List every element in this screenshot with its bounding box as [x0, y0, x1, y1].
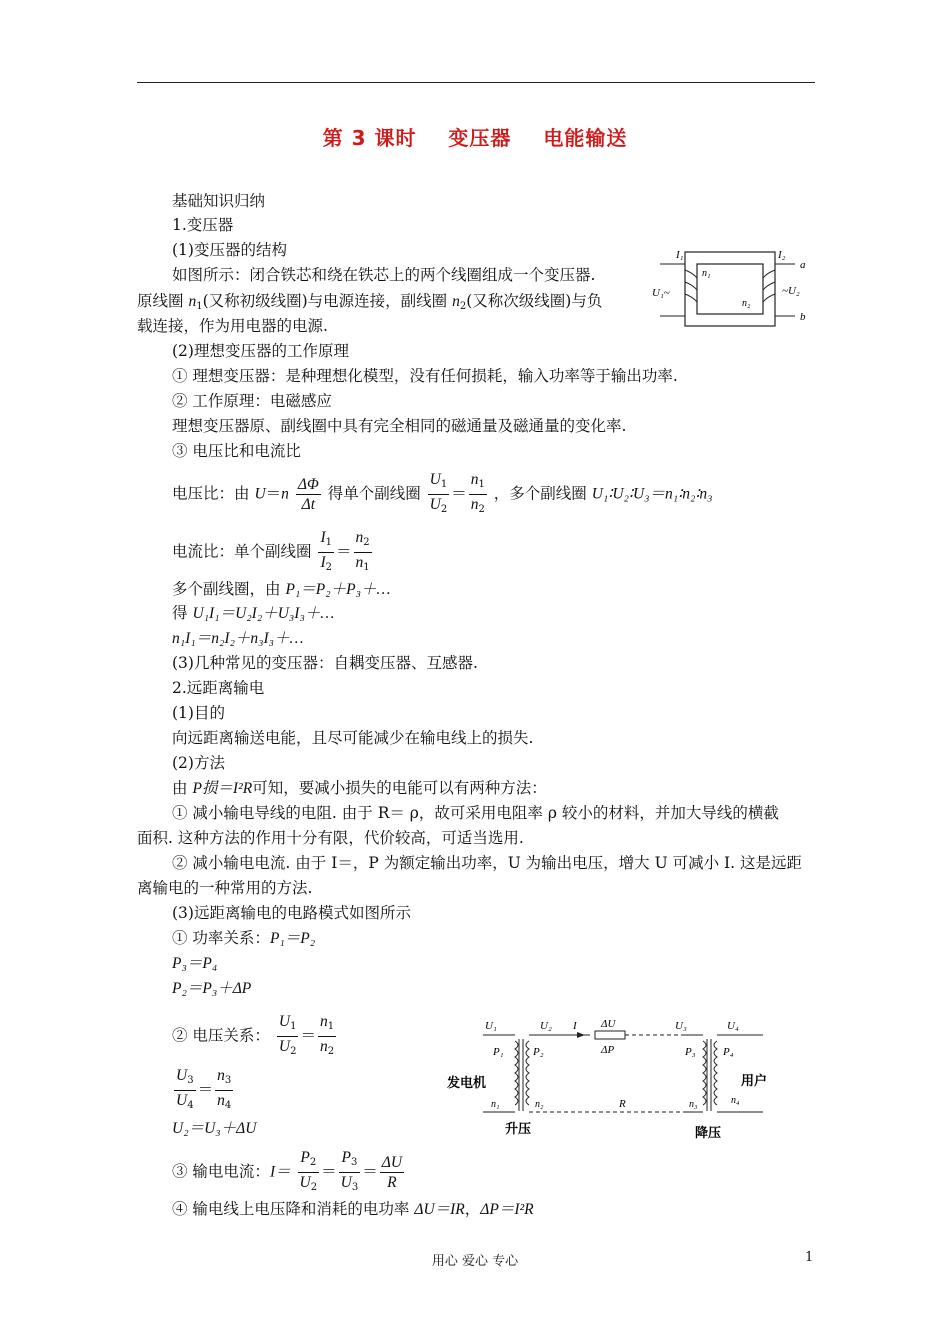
page-title	[0, 122, 950, 151]
text-line: 向远距离输送电能，且尽可能减少在输电线上的损失.	[172, 729, 534, 747]
subheading-circuit: (3)远距离输电的电路模式如图所示	[172, 904, 411, 922]
title-transmission: 电能输送	[543, 126, 628, 150]
text-line: U₂＝U₃＋ΔU	[172, 1120, 257, 1137]
title-transformer: 变压器	[448, 126, 512, 150]
section-heading: 基础知识归纳	[172, 192, 266, 210]
transmission-diagram	[445, 1015, 785, 1145]
page-number: 1	[805, 1250, 814, 1265]
text-line: 如图所示：闭合铁芯和绕在铁芯上的两个线圈组成一个变压器.	[172, 266, 596, 284]
fig2-label: ΔU	[601, 1018, 616, 1030]
fig2-label: U₂	[540, 1020, 552, 1032]
transformer-diagram	[650, 244, 820, 334]
fig2-label: n₄	[731, 1095, 740, 1106]
subheading-transmission: 2.远距离输电	[172, 679, 265, 697]
text-line: ① 功率关系：P₁＝P₂	[172, 929, 316, 947]
current-line: ③ 输电电流：I＝ $\frac{P2}{U2}$ ＝ $\frac{P3}{U3}$ ＝ $\frac{\Delta U}{R}$	[172, 1149, 403, 1193]
text-line: P₂＝P₃＋ΔP	[172, 980, 252, 997]
fig2-label: 发电机	[447, 1075, 487, 1090]
page-footer: 用心 爱心 专心	[431, 1254, 519, 1269]
fig2-label: n₁	[491, 1099, 500, 1110]
voltage-ratio-line: 电压比：由 U＝n $\frac{\Delta\Phi}{\Delta t}$ 得单个副线圈 $\frac{U1}{U2}$ ＝ $\frac{n1}{n2}$ ，多个副线圈 U₁∶U₂∶U₃＝n₁∶n₂∶n₃	[172, 471, 713, 515]
subheading-purpose: (1)目的	[172, 704, 225, 722]
text-line: ② 减小输电电流. 由于 I＝，P 为额定输出功率，U 为输出电压，增大 U 可减小 I. 这是远距	[172, 854, 803, 872]
fig1-label: U₁~	[652, 287, 670, 299]
fig2-label: P₃	[685, 1046, 696, 1058]
fig2-label: n₃	[689, 1099, 698, 1110]
fig1-label: a	[800, 259, 806, 271]
text-line: ② 工作原理：电磁感应	[172, 392, 332, 410]
fig2-label: I	[573, 1020, 577, 1032]
text-line: ④ 输电线上电压降和消耗的电功率 ΔU＝IR，ΔP＝I²R	[172, 1200, 534, 1218]
text-line: ① 理想变压器：是种理想化模型，没有任何损耗，输入功率等于输出功率.	[172, 367, 678, 385]
fig1-label: b	[800, 311, 806, 323]
fig1-label: n₁	[702, 268, 711, 279]
text-line: 多个副线圈，由 P₁＝P₂＋P₃＋…	[172, 580, 391, 598]
text-line: 理想变压器原、副线圈中具有完全相同的磁通量及磁通量的变化率.	[172, 417, 627, 435]
fig1-label: ~U₂	[782, 285, 800, 297]
title-lesson: 第 3 课时	[322, 126, 417, 150]
fig2-label: U₄	[727, 1020, 739, 1032]
subheading-transformer: 1.变压器	[172, 216, 234, 234]
text-line: 面积. 这种方法的作用十分有限，代价较高，可适当选用.	[137, 829, 524, 847]
header-rule	[137, 82, 815, 83]
fig1-label: I₂	[778, 249, 786, 261]
text-line: n₁I₁＝n₂I₂＋n₃I₃＋…	[172, 630, 304, 647]
text-line: 由 P损＝I²R可知，要减小损失的电能可以有两种方法：	[172, 779, 547, 797]
fig2-label: 用户	[741, 1073, 768, 1088]
fig2-label: ΔP	[601, 1044, 615, 1056]
fig2-label: U₃	[675, 1020, 687, 1032]
text-line: 离输电的一种常用的方法.	[137, 879, 313, 897]
text-line: ③ 电压比和电流比	[172, 442, 301, 460]
voltage-relation-line: ② 电压关系： $\frac{U1}{U2}$ ＝ $\frac{n1}{n2}$	[172, 1013, 335, 1057]
fig1-label: I₁	[676, 249, 684, 261]
text-line: (3)几种常见的变压器：自耦变压器、互感器.	[172, 654, 478, 672]
fig2-label: P₁	[493, 1046, 504, 1058]
text-line: ① 减小输电导线的电阻. 由于 R＝ ρ，故可采用电阻率 ρ 较小的材料，并加大导线的横截	[172, 804, 779, 822]
text-line: 载连接，作为用电器的电源.	[137, 317, 328, 335]
voltage-relation-line-2: $\frac{U3}{U4}$ ＝ $\frac{n3}{n4}$	[176, 1067, 232, 1111]
fig2-label: P₄	[723, 1046, 734, 1058]
fig2-label: R	[619, 1098, 626, 1110]
fig2-label: n₂	[535, 1099, 544, 1110]
fig2-label: 升压	[505, 1121, 532, 1136]
subheading-method: (2)方法	[172, 754, 225, 772]
fig1-label: n₂	[742, 298, 751, 309]
current-ratio-line: 电流比：单个副线圈 $\frac{I1}{I2}$ ＝ $\frac{n2}{n1}$	[172, 529, 370, 573]
fig2-label: P₂	[533, 1046, 544, 1058]
subheading-principle: (2)理想变压器的工作原理	[172, 342, 349, 360]
text-line: P₃＝P₄	[172, 955, 218, 972]
fig2-label: U₁	[485, 1020, 497, 1032]
text-line: 得 U₁I₁＝U₂I₂＋U₃I₃＋…	[172, 604, 335, 622]
text-line: 原线圈 n1(又称初级线圈)与电源连接，副线圈 n2(又称次级线圈)与负	[137, 292, 603, 312]
subheading-structure: (1)变压器的结构	[172, 241, 287, 259]
fig2-label: 降压	[695, 1125, 722, 1140]
